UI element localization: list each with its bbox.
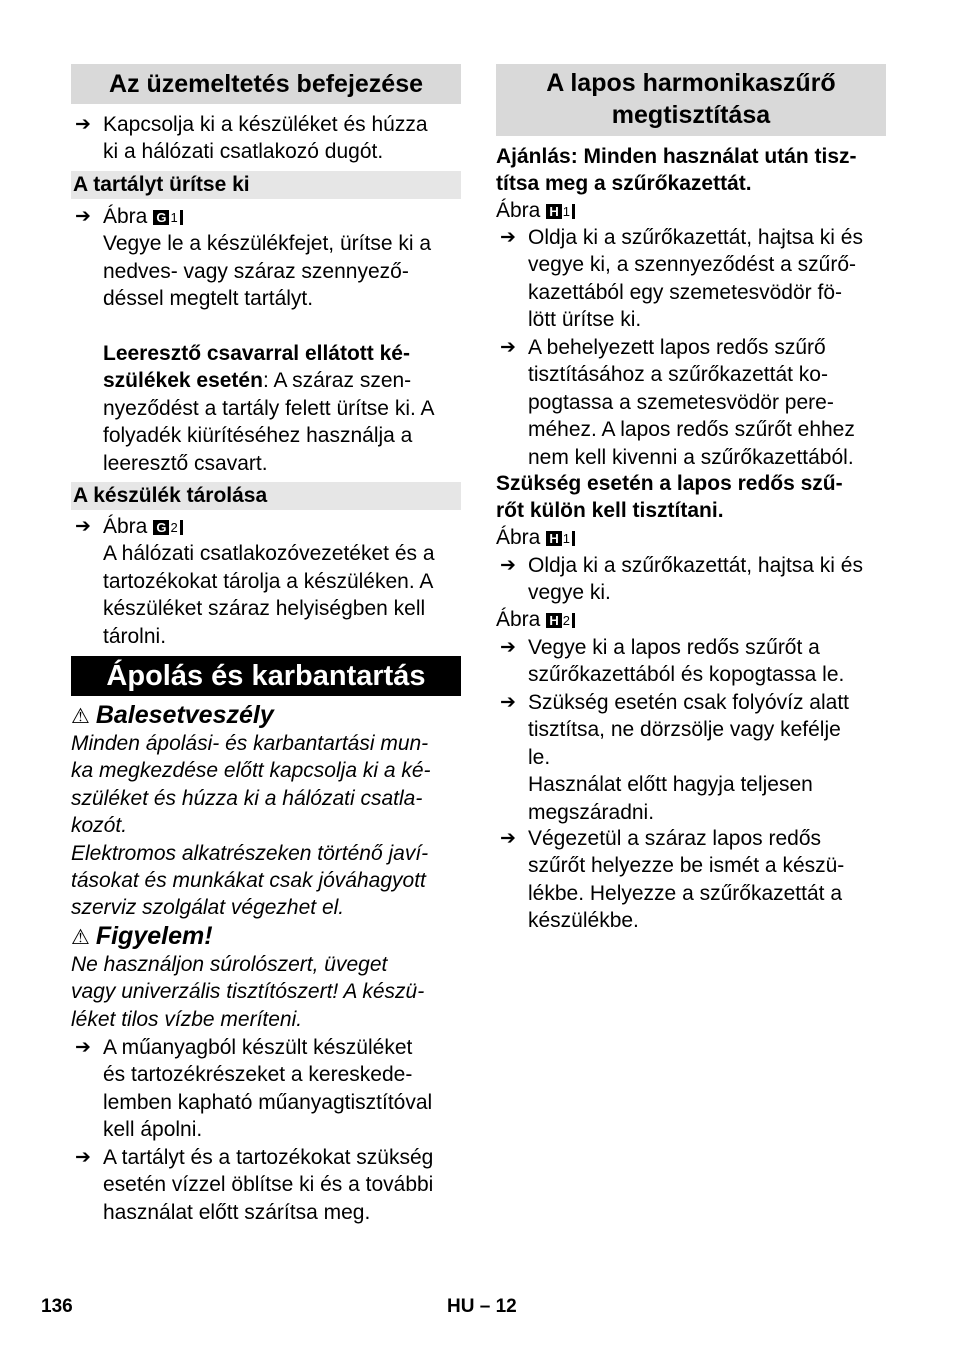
step-release-cassette [496, 224, 886, 334]
step-shutdown [71, 111, 461, 166]
text-line: és tartozékrészeket a kereskede- [103, 1063, 413, 1087]
text-line: le. [528, 745, 551, 769]
text-line: ka megkezdése előtt kapcsolja ki a ké- [71, 759, 431, 783]
text-line: rőt külön kell tisztítani. [496, 499, 724, 523]
text-line: esetén vízzel öblítse ki és a további [103, 1173, 434, 1197]
text-line: leeresztő csavart. [103, 451, 268, 475]
page-number: 136 [41, 1296, 73, 1317]
warning-title: Balesetveszély [95, 701, 274, 729]
text-line: Használat előtt hagyja teljesen [528, 773, 813, 797]
figure-label: Ábra [496, 199, 541, 222]
figure-letter: H [549, 613, 560, 628]
figure-label: Ábra [103, 515, 148, 538]
step-rinse-filter [496, 689, 886, 826]
figure-ref [496, 197, 886, 224]
text-line: méhez. A lapos redős szűrőt ehhez [528, 418, 855, 442]
text-line: Oldja ki a szűrőkazettát, hajtsa ki és [528, 554, 863, 577]
text-line: szűrőkazettából és kopogtassa le. [528, 663, 845, 687]
warning-text [71, 951, 461, 1033]
text-line: Ajánlás: Minden használat után tisz- [496, 145, 857, 168]
text-line: lemben kapható műanyagtisztítóval [103, 1090, 433, 1114]
arrow-right-icon: ➔ [500, 555, 516, 576]
figure-badge [153, 520, 182, 535]
text-line: Szükség esetén csak folyóvíz alatt [528, 691, 849, 714]
figure-letter: G [156, 520, 168, 535]
text-line: tartozékokat tárolja a készüléken. A [103, 569, 434, 593]
main-heading-maintenance: Ápolás és karbantartás [71, 656, 461, 696]
text-line: déssel megtelt tartályt. [103, 287, 314, 311]
section-heading-filter-cleaning [496, 64, 886, 136]
figure-ref [496, 524, 886, 551]
figure-label: Ábra [496, 608, 541, 631]
text-line: lött ürítse ki. [528, 308, 642, 332]
heading-line: A lapos harmonikaszűrő [546, 69, 836, 97]
arrow-right-icon: ➔ [75, 1037, 91, 1058]
arrow-right-icon: ➔ [500, 828, 516, 849]
warning-text [71, 730, 461, 922]
text-line: ki a hálózati csatlakozó dugót. [103, 140, 384, 164]
subheading-storage: A készülék tárolása [71, 482, 461, 510]
text-line: A hálózati csatlakozóvezetéket és a [103, 542, 435, 566]
text-line: szüléket és húzza ki a hálózati csatla- [71, 786, 423, 810]
text-line: kell ápolni. [103, 1118, 203, 1142]
language-page-label: HU – 12 [447, 1296, 517, 1317]
warning-triangle-icon: ⚠ [71, 705, 90, 728]
figure-letter: H [549, 531, 560, 546]
text-line: Vegye le a készülékfejet, ürítse ki a [103, 232, 432, 256]
step-reinsert-filter [496, 825, 886, 935]
figure-badge [546, 531, 575, 546]
text-line: títsa meg a szűrőkazettát. [496, 172, 752, 196]
text-line: Oldja ki a szűrőkazettát, hajtsa ki és [528, 226, 863, 249]
figure-ref [496, 606, 886, 633]
text-line: megszáradni. [528, 800, 655, 824]
arrow-right-icon: ➔ [75, 206, 91, 227]
warning-heading [71, 701, 461, 730]
text-line: Ne használjon súrolószert, üveget [71, 953, 388, 976]
figure-number: 1 [170, 210, 179, 225]
figure-number: 2 [562, 613, 571, 628]
text-line: nyeződést a tartály felett ürítse ki. A [103, 396, 435, 420]
text-line: vegye ki. [528, 581, 611, 605]
text-line: készülékbe. [528, 909, 639, 933]
section-heading-shutdown: Az üzemeltetés befejezése [71, 64, 461, 104]
text-line: használat előtt szárítsa meg. [103, 1200, 371, 1224]
text-line: vegye ki, a szennyeződést a szűrő- [528, 253, 857, 277]
bold-text: szülékek esetén [103, 369, 263, 393]
heading-line: megtisztítása [611, 101, 771, 129]
text-line: tisztításához a szűrőkazettát ko- [528, 363, 828, 387]
text-line: szűrőt helyezze be ismét a készü- [528, 854, 845, 878]
text-line: Végezetül a száraz lapos redős [528, 827, 822, 850]
figure-label: Ábra [496, 526, 541, 549]
figure-badge [153, 210, 182, 225]
figure-number: 1 [562, 531, 571, 546]
text-line: vagy univerzális tisztítószert! A készü- [71, 980, 425, 1004]
text-line: Vegye ki a lapos redős szűrőt a [528, 636, 820, 659]
arrow-right-icon: ➔ [500, 692, 516, 713]
step-remove-filter [496, 634, 886, 689]
figure-number: 1 [562, 204, 571, 219]
text-line: Minden ápolási- és karbantartási mun- [71, 732, 429, 755]
text-line: A tartályt és a tartozékokat szükség [103, 1146, 434, 1169]
figure-badge [546, 204, 575, 219]
plain-text: : A száraz szen- [262, 369, 412, 393]
text-line: folyadék kiürítéséhez használja a [103, 424, 413, 448]
step-empty-tank [71, 203, 461, 313]
step-tap-filter [496, 334, 886, 471]
text-line: kazettából egy szemetesvödör fö- [528, 280, 842, 304]
text-line: tásokat és munkákat csak jóváhagyott [71, 869, 426, 893]
text-line: tisztítsa, ne dörzsölje vagy kefélje [528, 718, 841, 742]
warning-attention [71, 922, 461, 1033]
text-line: tárolni. [103, 624, 167, 648]
text-line: Elektromos alkatrészeken történő javí- [71, 841, 429, 865]
step-storage [71, 513, 461, 650]
recommendation [496, 143, 886, 198]
figure-number: 2 [170, 520, 179, 535]
warning-title: Figyelem! [95, 922, 213, 950]
text-line: nedves- vagy száraz szennyező- [103, 259, 409, 283]
step-release-cassette-2 [496, 552, 886, 607]
warning-heading [71, 922, 461, 951]
step-rinse-tank [71, 1144, 461, 1226]
arrow-right-icon: ➔ [75, 114, 91, 135]
arrow-right-icon: ➔ [500, 337, 516, 358]
text-line: Szükség esetén a lapos redős szű- [496, 472, 843, 495]
figure-letter: H [549, 204, 560, 219]
text-line: lékbe. Helyezze a szűrőkazettát a [528, 881, 842, 905]
arrow-right-icon: ➔ [75, 516, 91, 537]
warning-danger [71, 701, 461, 922]
mixed-line [103, 367, 461, 394]
separate-cleaning-note [496, 470, 886, 525]
text-line: pogtassa a szemetesvödör pere- [528, 390, 834, 414]
bold-line: Leeresztő csavarral ellátott ké- [103, 342, 410, 365]
arrow-right-icon: ➔ [500, 227, 516, 248]
text-line: Kapcsolja ki a készüléket és húzza [103, 113, 428, 136]
figure-ref [103, 513, 461, 540]
text-line: léket tilos vízbe meríteni. [71, 1007, 303, 1031]
text-line: nem kell kivenni a szűrőkazettából. [528, 445, 854, 469]
drain-screw-note [71, 340, 461, 477]
warning-triangle-icon: ⚠ [71, 926, 90, 949]
step-plastic-clean [71, 1034, 461, 1144]
subheading-empty-tank: A tartályt ürítse ki [71, 171, 461, 199]
text-line: szerviz szolgálat végezhet el. [71, 896, 345, 920]
figure-letter: G [156, 210, 168, 225]
text-line: kozót. [71, 814, 128, 838]
arrow-right-icon: ➔ [500, 637, 516, 658]
figure-label: Ábra [103, 205, 148, 228]
figure-badge [546, 613, 575, 628]
text-line: A műanyagból készült készüléket [103, 1036, 413, 1059]
figure-ref [103, 203, 461, 230]
arrow-right-icon: ➔ [75, 1147, 91, 1168]
text-line: A behelyezett lapos redős szűrő [528, 336, 826, 359]
text-line: készüléket száraz helyiségben kell [103, 597, 426, 621]
